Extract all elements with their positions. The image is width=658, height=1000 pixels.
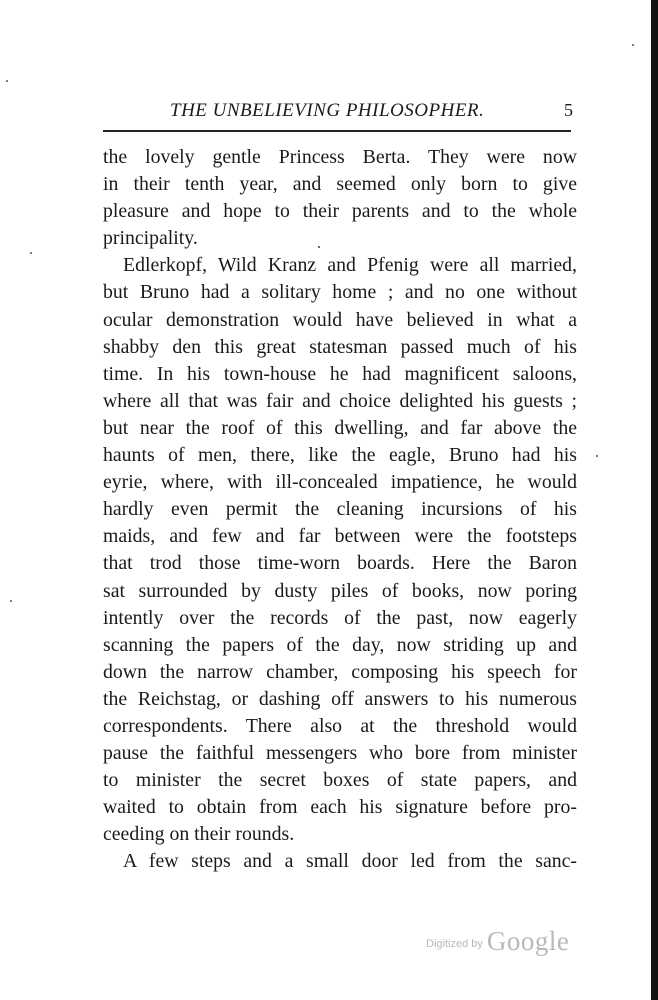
scan-speck	[632, 44, 634, 46]
body-text	[103, 144, 577, 876]
text-line: to minister the secret boxes of state papers, and	[103, 769, 577, 792]
running-head-title: THE UNBELIEVING PHILOSOPHER.	[170, 100, 485, 121]
page-number: 5	[564, 100, 573, 120]
digitized-by-google-watermark	[426, 926, 569, 957]
watermark-prefix: Digitized by	[426, 938, 483, 950]
text-line: Edlerkopf, Wild Kranz and Pfenig were all married,	[123, 254, 577, 277]
text-line: ceeding on their rounds.	[103, 823, 295, 846]
text-line: ocular demonstration would have believed in what a	[103, 308, 577, 331]
text-line: scanning the papers of the day, now striding up and	[103, 633, 577, 656]
text-line: the lovely gentle Princess Berta. They were now	[103, 146, 577, 168]
text-line: but Bruno had a solitary home ; and no one without	[103, 281, 577, 304]
text-line: pleasure and hope to their parents and to the whole	[103, 200, 577, 223]
text-line: maids, and few and far between were the footsteps	[103, 525, 577, 548]
text-line: sat surrounded by dusty piles of books, now poring	[103, 579, 577, 602]
scan-speck	[318, 246, 320, 248]
scan-speck	[596, 455, 598, 457]
scan-speck	[6, 80, 8, 82]
scan-speck	[10, 600, 12, 602]
google-logo: Google	[486, 926, 570, 956]
text-line: in their tenth year, and seemed only born to give	[103, 173, 577, 196]
text-line: shabby den this great statesman passed much of his	[103, 335, 577, 358]
text-line: that trod those time-worn boards. Here the Baron	[103, 552, 577, 575]
text-line: haunts of men, there, like the eagle, Bruno had his	[103, 444, 577, 467]
text-line: time. In his town-house he had magnificent saloons,	[103, 362, 577, 385]
text-line: down the narrow chamber, composing his speech for	[103, 660, 577, 683]
text-line: correspondents. There also at the threshold would	[103, 714, 577, 737]
text-line: principality.	[103, 227, 198, 250]
text-line: pause the faithful messengers who bore from minister	[103, 742, 577, 765]
text-line: hardly even permit the cleaning incursions of his	[103, 498, 577, 521]
scan-page-edge	[651, 0, 658, 1000]
text-line: A few steps and a small door led from the sanc-	[123, 850, 577, 873]
header-rule	[103, 130, 571, 132]
text-line: the Reichstag, or dashing off answers to his numerous	[103, 687, 577, 710]
text-line: where all that was fair and choice delighted his guests ;	[103, 389, 577, 412]
text-line: intently over the records of the past, now eagerly	[103, 606, 577, 629]
text-line: but near the roof of this dwelling, and far above the	[103, 416, 577, 439]
text-line: waited to obtain from each his signature before pro-	[103, 796, 577, 819]
text-line: eyrie, where, with ill-concealed impatience, he would	[103, 471, 577, 494]
scan-speck	[30, 252, 32, 254]
